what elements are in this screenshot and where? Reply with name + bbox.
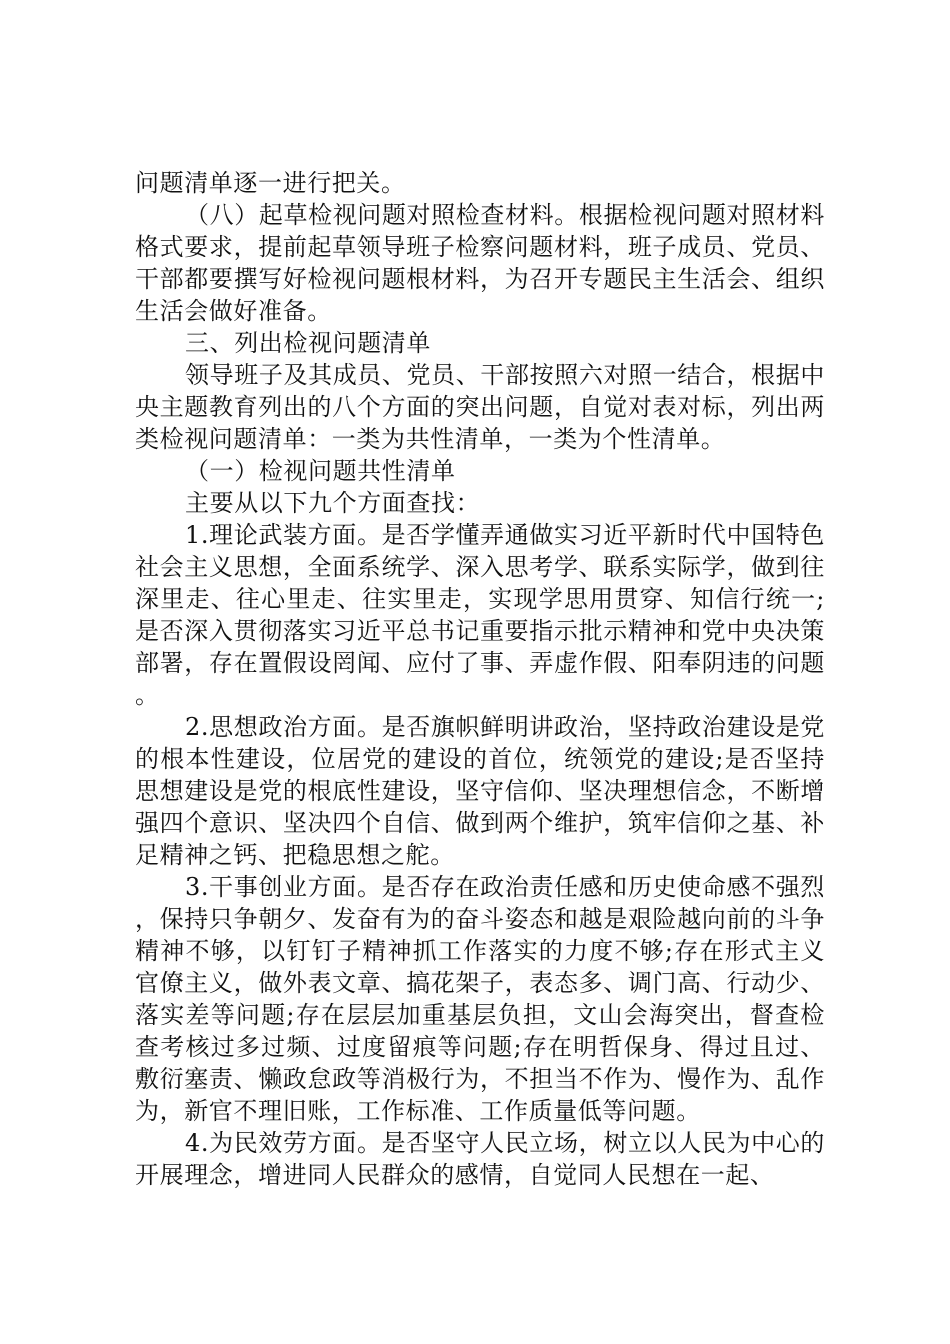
subsection-heading-common-list: （一）检视问题共性清单 xyxy=(185,457,456,485)
paragraph-drafting-materials: （八）起草检视问题对照检查材料。根据检视问题对照材料格式要求，提前起草领导班子检察问题材料，班子成员、党员、干部都要撰写好检视问题根材料，为召开专题民主生活会、组织生活会做好准备。 xyxy=(135,201,825,325)
section-heading-list-problems: 三、列出检视问题清单 xyxy=(185,329,431,357)
list-item-career: 3.干事创业方面。是否存在政治责任感和历史使命感不强烈，保持只争朝夕、发奋有为的奋斗姿态和越是艰险越向前的斗争精神不够，以钉钉子精神抓工作落实的力度不够;存在形式主义官僚主义，做外表文章、搞花架子，表态多、调门高、行动少、落实差等问题;存在层层加重基层负担，文山会海突出，督查检查考核过多过频、过度留痕等问题;存在明哲保身、得过且过、敷衍塞责、懒政怠政等消极行为，不担当不作为、慢作为、乱作为，新官不理旧账，工作标准、工作质量低等问题。 xyxy=(135,873,825,1125)
list-item-theory: 1.理论武装方面。是否学懂弄通做实习近平新时代中国特色社会主义思想，全面系统学、深入思考学、联系实际学，做到往深里走、往心里走、往实里走，实现学思用贯穿、知信行统一;是否深入贯彻落实习近平总书记重要指示批示精神和党中央决策部署，存在置假设罔闻、应付了事、弄虚作假、阳奉阴违的问题。 xyxy=(135,521,825,709)
paragraph-continuation: 问题清单逐一进行把关。 xyxy=(135,169,406,197)
list-item-serving-people: 4.为民效劳方面。是否坚守人民立场，树立以人民为中心的开展理念，增进同人民群众的感情，自觉同人民想在一起、 xyxy=(135,1129,825,1189)
document-body xyxy=(135,167,825,1191)
paragraph-nine-aspects-intro: 主要从以下九个方面查找： xyxy=(185,489,481,517)
list-item-politics: 2.思想政治方面。是否旗帜鲜明讲政治，坚持政治建设是党的根本性建设，位居党的建设的首位，统领党的建设;是否坚持思想建设是党的根底性建设，坚守信仰、坚决理想信念，不断增强四个意识、坚决四个自信、做到两个维护，筑牢信仰之基、补足精神之钙、把稳思想之舵。 xyxy=(135,713,825,869)
paragraph-list-overview: 领导班子及其成员、党员、干部按照六对照一结合，根据中央主题教育列出的八个方面的突出问题，自觉对表对标，列出两类检视问题清单：一类为共性清单，一类为个性清单。 xyxy=(135,361,825,453)
